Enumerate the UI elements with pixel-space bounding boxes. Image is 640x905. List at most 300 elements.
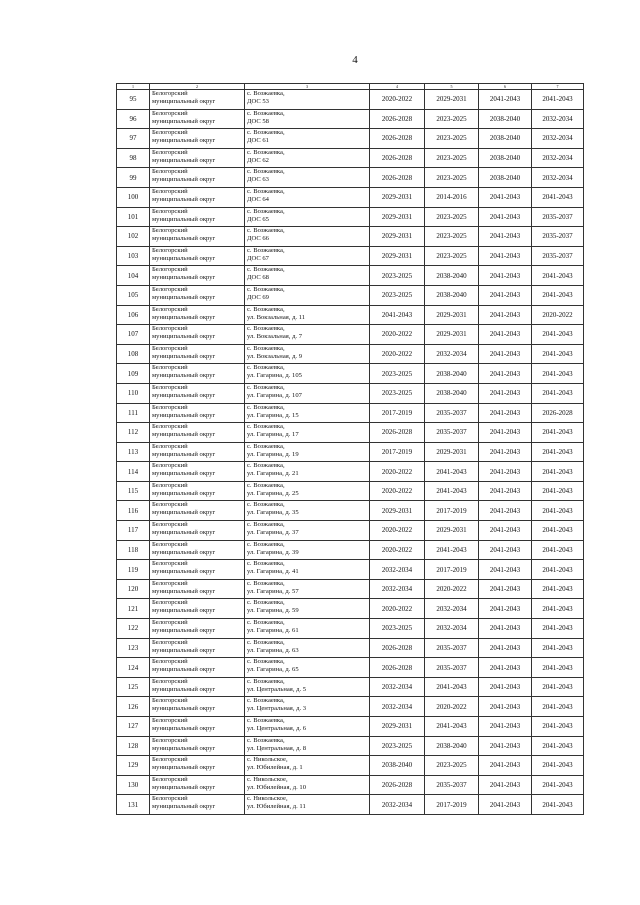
period-col-7: 2041-2043	[532, 442, 584, 462]
period-col-7: 2041-2043	[532, 90, 584, 110]
period-col-7: 2041-2043	[532, 383, 584, 403]
district-cell	[150, 227, 245, 247]
period-col-7: 2041-2043	[532, 619, 584, 639]
address-settlement: с. Возжаевка,	[247, 560, 285, 568]
address-building: ул. Гагарина, д. 25	[247, 489, 299, 497]
period-col-4: 2020-2022	[370, 462, 425, 482]
period-col-6: 2041-2043	[479, 540, 532, 560]
district-name: Белогорский	[152, 325, 188, 333]
row-number: 121	[117, 599, 150, 619]
period-col-5: 2035-2037	[425, 423, 479, 443]
district-name: Белогорский	[152, 207, 188, 215]
period-col-7: 2032-2034	[532, 168, 584, 188]
period-col-5: 2023-2025	[425, 246, 479, 266]
district-name: Белогорский	[152, 462, 188, 470]
period-col-6: 2038-2040	[479, 129, 532, 149]
district-name: Белогорский	[152, 736, 188, 744]
address-building: ул. Вокзальная, д. 11	[247, 313, 306, 321]
district-type: муниципальный округ	[152, 470, 216, 478]
address-settlement: с. Возжаевка,	[247, 442, 285, 450]
district-cell	[150, 403, 245, 423]
address-cell	[245, 266, 370, 286]
row-number: 128	[117, 736, 150, 756]
address-building: ДОС 53	[247, 98, 269, 105]
table-row	[117, 501, 584, 521]
district-type: муниципальный округ	[152, 254, 216, 262]
period-col-6: 2041-2043	[479, 579, 532, 599]
period-col-6: 2041-2043	[479, 227, 532, 247]
period-col-7: 2041-2043	[532, 579, 584, 599]
period-col-4: 2029-2031	[370, 227, 425, 247]
period-col-5: 2023-2025	[425, 148, 479, 168]
table-row	[117, 187, 584, 207]
district-cell	[150, 325, 245, 345]
period-col-4: 2026-2028	[370, 423, 425, 443]
period-col-5: 2017-2019	[425, 501, 479, 521]
table-row	[117, 658, 584, 678]
district-type: муниципальный округ	[152, 215, 216, 223]
row-number: 111	[117, 403, 150, 423]
district-cell	[150, 207, 245, 227]
district-type: муниципальный округ	[152, 646, 216, 654]
address-building: ул. Гагарина, д. 21	[247, 470, 299, 478]
address-building: ДОС 58	[247, 117, 269, 125]
district-cell	[150, 658, 245, 678]
address-settlement: с. Возжаевка,	[247, 717, 285, 724]
table-row	[117, 756, 584, 776]
address-building: ДОС 65	[247, 215, 269, 223]
address-settlement: с. Возжаевка,	[247, 129, 285, 137]
period-col-6: 2041-2043	[479, 266, 532, 286]
period-col-5: 2041-2043	[425, 677, 479, 697]
period-col-7: 2041-2043	[532, 775, 584, 795]
table-row	[117, 109, 584, 129]
period-col-4: 2032-2034	[370, 579, 425, 599]
period-col-4: 2029-2031	[370, 501, 425, 521]
address-cell	[245, 717, 370, 737]
period-col-5: 2032-2034	[425, 599, 479, 619]
address-cell	[245, 638, 370, 658]
district-name: Белогорский	[152, 305, 188, 313]
period-col-4: 2026-2028	[370, 775, 425, 795]
row-number: 116	[117, 501, 150, 521]
district-cell	[150, 677, 245, 697]
period-col-7: 2041-2043	[532, 756, 584, 776]
address-building: ул. Гагарина, д. 61	[247, 627, 299, 635]
period-col-4: 2041-2043	[370, 305, 425, 325]
period-col-6: 2041-2043	[479, 325, 532, 345]
district-name: Белогорский	[152, 638, 188, 646]
district-name: Белогорский	[152, 579, 188, 587]
period-col-7: 2041-2043	[532, 599, 584, 619]
period-col-6: 2041-2043	[479, 442, 532, 462]
address-settlement: с. Возжаевка,	[247, 423, 285, 431]
row-number: 125	[117, 677, 150, 697]
district-cell	[150, 90, 245, 110]
row-number: 124	[117, 658, 150, 678]
table-row	[117, 795, 584, 815]
address-cell	[245, 481, 370, 501]
address-settlement: с. Возжаевка,	[247, 638, 285, 646]
period-col-7: 2041-2043	[532, 677, 584, 697]
district-name: Белогорский	[152, 364, 188, 372]
period-col-7: 2041-2043	[532, 462, 584, 482]
district-name: Белогорский	[152, 775, 188, 783]
address-building: ул. Юбилейная, д. 11	[247, 803, 306, 811]
address-cell	[245, 207, 370, 227]
district-name: Белогорский	[152, 717, 188, 724]
period-col-7: 2041-2043	[532, 717, 584, 737]
address-settlement: с. Возжаевка,	[247, 325, 285, 333]
district-cell	[150, 775, 245, 795]
address-settlement: с. Возжаевка,	[247, 364, 285, 372]
table-row	[117, 266, 584, 286]
district-name: Белогорский	[152, 619, 188, 627]
address-building: ул. Гагарина, д. 105	[247, 372, 302, 380]
table-row	[117, 599, 584, 619]
table-row	[117, 148, 584, 168]
table-row	[117, 638, 584, 658]
district-name: Белогорский	[152, 129, 188, 137]
period-col-7: 2041-2043	[532, 364, 584, 384]
district-name: Белогорский	[152, 677, 188, 685]
district-name: Белогорский	[152, 697, 188, 705]
address-building: ул. Гагарина, д. 17	[247, 431, 299, 439]
row-number: 117	[117, 521, 150, 541]
address-building: ул. Центральная, д. 8	[247, 744, 307, 752]
address-settlement: с. Возжаевка,	[247, 90, 285, 97]
period-col-4: 2026-2028	[370, 638, 425, 658]
period-col-5: 2038-2040	[425, 266, 479, 286]
period-col-6: 2041-2043	[479, 344, 532, 364]
period-col-7: 2041-2043	[532, 325, 584, 345]
period-col-6: 2041-2043	[479, 599, 532, 619]
address-building: ул. Гагарина, д. 39	[247, 548, 299, 556]
district-type: муниципальный округ	[152, 333, 216, 341]
district-type: муниципальный округ	[152, 313, 216, 321]
district-name: Белогорский	[152, 246, 188, 254]
period-col-5: 2035-2037	[425, 775, 479, 795]
district-name: Белогорский	[152, 442, 188, 450]
address-building: ДОС 64	[247, 195, 269, 203]
address-settlement: с. Возжаевка,	[247, 383, 285, 391]
address-settlement: с. Возжаевка,	[247, 658, 285, 666]
address-settlement: с. Возжаевка,	[247, 227, 285, 235]
period-col-5: 2023-2025	[425, 168, 479, 188]
address-settlement: с. Возжаевка,	[247, 305, 285, 313]
period-col-6: 2041-2043	[479, 658, 532, 678]
period-col-4: 2029-2031	[370, 246, 425, 266]
table-row	[117, 246, 584, 266]
period-col-4: 2029-2031	[370, 717, 425, 737]
district-type: муниципальный округ	[152, 803, 216, 811]
period-col-6: 2041-2043	[479, 619, 532, 639]
column-number: 5	[425, 84, 479, 90]
row-number: 100	[117, 187, 150, 207]
period-col-6: 2041-2043	[479, 677, 532, 697]
district-name: Белогорский	[152, 599, 188, 607]
period-col-5: 2038-2040	[425, 383, 479, 403]
column-number: 7	[532, 84, 584, 90]
period-col-6: 2041-2043	[479, 775, 532, 795]
row-number: 108	[117, 344, 150, 364]
address-settlement: с. Никольское,	[247, 775, 288, 783]
address-settlement: с. Возжаевка,	[247, 403, 285, 411]
district-name: Белогорский	[152, 187, 188, 195]
row-number: 95	[117, 90, 150, 110]
district-cell	[150, 364, 245, 384]
period-col-6: 2041-2043	[479, 481, 532, 501]
period-col-6: 2041-2043	[479, 638, 532, 658]
period-col-5: 2038-2040	[425, 364, 479, 384]
district-cell	[150, 285, 245, 305]
row-number: 112	[117, 423, 150, 443]
address-building: ДОС 68	[247, 274, 269, 282]
period-col-5: 2041-2043	[425, 717, 479, 737]
period-col-5: 2041-2043	[425, 462, 479, 482]
address-building: ул. Гагарина, д. 35	[247, 509, 299, 517]
district-name: Белогорский	[152, 560, 188, 568]
district-name: Белогорский	[152, 756, 188, 764]
address-cell	[245, 619, 370, 639]
period-col-4: 2029-2031	[370, 207, 425, 227]
district-type: муниципальный округ	[152, 274, 216, 282]
district-cell	[150, 501, 245, 521]
period-col-5: 2029-2031	[425, 521, 479, 541]
address-cell	[245, 148, 370, 168]
district-cell	[150, 579, 245, 599]
period-col-4: 2032-2034	[370, 560, 425, 580]
address-building: ул. Гагарина, д. 57	[247, 587, 299, 595]
district-cell	[150, 540, 245, 560]
district-cell	[150, 168, 245, 188]
period-col-5: 2029-2031	[425, 325, 479, 345]
address-settlement: с. Возжаевка,	[247, 599, 285, 607]
row-number: 104	[117, 266, 150, 286]
district-type: муниципальный округ	[152, 117, 216, 125]
period-col-6: 2041-2043	[479, 521, 532, 541]
address-settlement: с. Возжаевка,	[247, 344, 285, 352]
table-row	[117, 736, 584, 756]
address-cell	[245, 364, 370, 384]
period-col-7: 2035-2037	[532, 207, 584, 227]
row-number: 99	[117, 168, 150, 188]
district-name: Белогорский	[152, 658, 188, 666]
district-type: муниципальный округ	[152, 685, 216, 693]
period-col-5: 2023-2025	[425, 227, 479, 247]
address-cell	[245, 521, 370, 541]
district-name: Белогорский	[152, 481, 188, 489]
district-cell	[150, 619, 245, 639]
address-building: ул. Вокзальная, д. 7	[247, 333, 303, 341]
address-settlement: с. Возжаевка,	[247, 207, 285, 215]
district-cell	[150, 423, 245, 443]
row-number: 114	[117, 462, 150, 482]
address-settlement: с. Никольское,	[247, 756, 288, 764]
period-col-4: 2023-2025	[370, 736, 425, 756]
period-col-7: 2032-2034	[532, 148, 584, 168]
row-number: 131	[117, 795, 150, 815]
period-col-5: 2020-2022	[425, 579, 479, 599]
district-name: Белогорский	[152, 795, 188, 803]
period-col-6: 2041-2043	[479, 756, 532, 776]
address-cell	[245, 403, 370, 423]
period-col-5: 2035-2037	[425, 658, 479, 678]
period-col-7: 2032-2034	[532, 109, 584, 129]
district-type: муниципальный округ	[152, 725, 216, 732]
period-col-4: 2017-2019	[370, 403, 425, 423]
period-col-4: 2020-2022	[370, 344, 425, 364]
district-name: Белогорский	[152, 266, 188, 274]
district-cell	[150, 305, 245, 325]
district-cell	[150, 187, 245, 207]
district-cell	[150, 246, 245, 266]
period-col-6: 2041-2043	[479, 90, 532, 110]
period-col-4: 2020-2022	[370, 521, 425, 541]
period-col-6: 2041-2043	[479, 187, 532, 207]
period-col-5: 2041-2043	[425, 481, 479, 501]
period-col-4: 2023-2025	[370, 364, 425, 384]
period-col-5: 2038-2040	[425, 736, 479, 756]
address-building: ДОС 62	[247, 156, 269, 164]
district-cell	[150, 462, 245, 482]
address-settlement: с. Возжаевка,	[247, 148, 285, 156]
period-col-5: 2032-2034	[425, 619, 479, 639]
address-cell	[245, 325, 370, 345]
row-number: 102	[117, 227, 150, 247]
district-type: муниципальный округ	[152, 293, 216, 301]
address-settlement: с. Возжаевка,	[247, 579, 285, 587]
table-row	[117, 364, 584, 384]
period-col-7: 2041-2043	[532, 521, 584, 541]
column-number: 4	[370, 84, 425, 90]
table-row	[117, 423, 584, 443]
district-cell	[150, 638, 245, 658]
row-number: 106	[117, 305, 150, 325]
district-name: Белогорский	[152, 148, 188, 156]
address-settlement: с. Возжаевка,	[247, 677, 285, 685]
period-col-5: 2017-2019	[425, 560, 479, 580]
address-cell	[245, 677, 370, 697]
district-name: Белогорский	[152, 168, 188, 176]
period-col-5: 2032-2034	[425, 344, 479, 364]
address-building: ул. Гагарина, д. 19	[247, 450, 299, 458]
district-name: Белогорский	[152, 285, 188, 293]
district-type: муниципальный округ	[152, 137, 216, 145]
district-type: муниципальный округ	[152, 548, 216, 556]
period-col-5: 2014-2016	[425, 187, 479, 207]
address-cell	[245, 383, 370, 403]
row-number: 101	[117, 207, 150, 227]
table-row	[117, 540, 584, 560]
address-cell	[245, 109, 370, 129]
address-cell	[245, 501, 370, 521]
table-row	[117, 383, 584, 403]
district-type: муниципальный округ	[152, 744, 216, 752]
period-col-4: 2020-2022	[370, 599, 425, 619]
address-building: ул. Гагарина, д. 15	[247, 411, 299, 419]
district-name: Белогорский	[152, 383, 188, 391]
address-settlement: с. Возжаевка,	[247, 109, 285, 117]
district-type: муниципальный округ	[152, 235, 216, 243]
period-col-5: 2017-2019	[425, 795, 479, 815]
district-type: муниципальный округ	[152, 176, 216, 184]
period-col-6: 2041-2043	[479, 501, 532, 521]
address-cell	[245, 187, 370, 207]
address-cell	[245, 90, 370, 110]
district-name: Белогорский	[152, 90, 188, 97]
table-row	[117, 207, 584, 227]
period-col-6: 2038-2040	[479, 168, 532, 188]
row-number: 122	[117, 619, 150, 639]
table-row	[117, 285, 584, 305]
district-type: муниципальный округ	[152, 764, 216, 772]
address-settlement: с. Возжаевка,	[247, 168, 285, 176]
district-name: Белогорский	[152, 540, 188, 548]
period-col-4: 2020-2022	[370, 481, 425, 501]
address-building: ДОС 63	[247, 176, 269, 184]
period-col-5: 2020-2022	[425, 697, 479, 717]
district-type: муниципальный округ	[152, 509, 216, 517]
row-number: 105	[117, 285, 150, 305]
table-row	[117, 521, 584, 541]
address-cell	[245, 540, 370, 560]
address-settlement: с. Возжаевка,	[247, 481, 285, 489]
district-type: муниципальный округ	[152, 705, 216, 713]
row-number: 120	[117, 579, 150, 599]
district-type: муниципальный округ	[152, 372, 216, 380]
address-cell	[245, 756, 370, 776]
period-col-7: 2020-2022	[532, 305, 584, 325]
district-type: муниципальный округ	[152, 391, 216, 399]
address-cell	[245, 560, 370, 580]
address-building: ул. Центральная, д. 5	[247, 685, 307, 693]
table-row	[117, 697, 584, 717]
district-cell	[150, 109, 245, 129]
period-col-4: 2026-2028	[370, 148, 425, 168]
district-cell	[150, 521, 245, 541]
address-settlement: с. Возжаевка,	[247, 697, 285, 705]
period-col-7: 2032-2034	[532, 129, 584, 149]
address-settlement: с. Возжаевка,	[247, 540, 285, 548]
address-building: ДОС 69	[247, 293, 269, 301]
period-col-4: 2017-2019	[370, 442, 425, 462]
address-cell	[245, 168, 370, 188]
address-cell	[245, 579, 370, 599]
table-row	[117, 579, 584, 599]
district-cell	[150, 599, 245, 619]
period-col-7: 2041-2043	[532, 638, 584, 658]
address-cell	[245, 462, 370, 482]
row-number: 110	[117, 383, 150, 403]
period-col-4: 2023-2025	[370, 285, 425, 305]
district-cell	[150, 148, 245, 168]
address-cell	[245, 795, 370, 815]
period-col-5: 2023-2025	[425, 756, 479, 776]
address-settlement: с. Возжаевка,	[247, 266, 285, 274]
period-col-5: 2023-2025	[425, 109, 479, 129]
page-number: 4	[352, 54, 358, 66]
district-type: муниципальный округ	[152, 195, 216, 203]
address-building: ул. Гагарина, д. 63	[247, 646, 299, 654]
column-number: 3	[245, 84, 370, 90]
address-settlement: с. Возжаевка,	[247, 462, 285, 470]
row-number: 127	[117, 717, 150, 737]
district-cell	[150, 736, 245, 756]
table-row	[117, 325, 584, 345]
table-row	[117, 481, 584, 501]
address-building: ул. Вокзальная, д. 9	[247, 352, 303, 360]
